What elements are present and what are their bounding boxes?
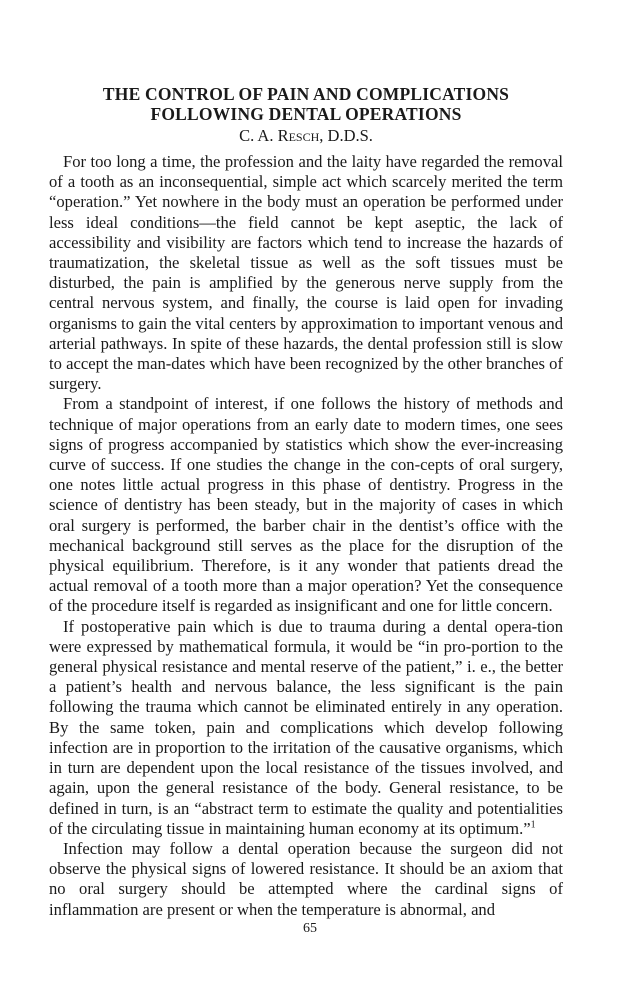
article-body — [49, 152, 563, 920]
author-degree: , D.D.S. — [319, 126, 373, 145]
paragraph-3 — [49, 617, 563, 839]
article-title — [49, 84, 563, 124]
paragraph-3-text: If postoperative pain which is due to trauma during a dental opera-tion were expressed by mathematical formula, it would be “in pro-portion to the general physical resistance and mental reserve of the patient,” i. e., the better a patient’s health and nervous balance, the less significant is the pain following the trauma which cannot be eliminated entirely in any operation. By the same token, pain and complications which develop following infection are in proportion to the irritation of the causative organisms, which in turn are dependent upon the local resistance of the tissues involved, and again, upon the general resistance of the body. General resistance, to be defined in turn, is an “abstract term to estimate the quality and potentialities of the circulating tissue in maintaining human economy at its optimum.” — [49, 616, 563, 838]
footnote-marker: 1 — [530, 819, 536, 831]
author-initials: C. A. — [239, 126, 278, 145]
author-byline — [49, 126, 563, 146]
page-number: 65 — [303, 921, 317, 936]
paragraph-2: From a standpoint of interest, if one follows the history of methods and technique of major operations from an early date to modern times, one sees signs of progress accompanied by statistics which show the ever-increasing curve of success. If one studies the change in the con-cepts of oral surgery, one notes little actual progress in this phase of dentistry. Progress in the science of dentistry has been steady, but in the majority of cases in which oral surgery is performed, the barber chair in the dentist’s office with the mechanical background still serves as the place for the disruption of the physical equilibrium. Therefore, is it any wonder that patients dread the actual removal of a tooth more than a major operation? Yet the consequence of the procedure itself is regarded as insignificant and one for little concern. — [49, 394, 563, 616]
title-line-1: THE CONTROL OF PAIN AND COMPLICATIONS — [102, 84, 510, 104]
title-line-2: FOLLOWING DENTAL OPERATIONS — [150, 104, 462, 124]
paragraph-4: Infection may follow a dental operation because the surgeon did not observe the physical signs of lowered resistance. It should be an axiom that no oral surgery should be attempted where the cardinal signs of inflammation are present or when the temperature is abnormal, and — [49, 838, 563, 919]
paragraph-1: For too long a time, the profession and the laity have regarded the removal of a tooth as an inconsequential, simple act which scarcely merited the term “operation.” Yet nowhere in the body must an operation be performed under less ideal conditions—the field cannot be kept aseptic, the lack of accessibility and visibility are factors which tend to increase the hazards of traumatization, the skeletal tissue as well as the soft tissues must be disturbed, the pain is amplified by the generous nerve supply from the central nervous system, and finally, the course is laid open for invading organisms to gain the vital centers by approximation to important venous and arterial pathways. In spite of these hazards, the dental profession still is slow to accept the man-dates which have been recognized by the other branches of surgery. — [49, 152, 563, 394]
author-surname: Resch — [277, 126, 320, 145]
